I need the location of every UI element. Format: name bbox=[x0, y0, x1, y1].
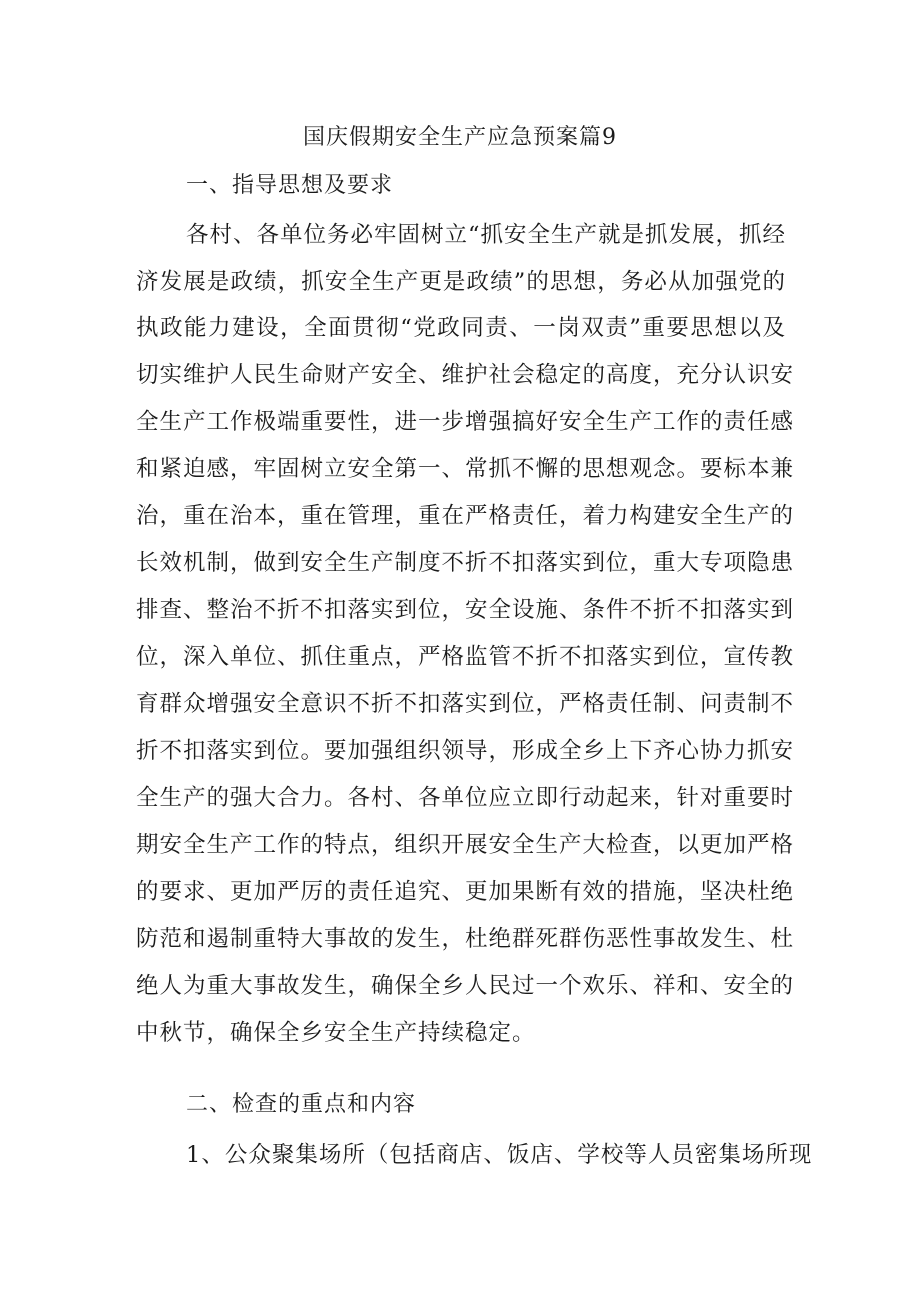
paragraph-line: 济发展是政绩，抓安全生产更是政绩”的思想，务必从加强党的 bbox=[136, 269, 786, 295]
paragraph-line: 的要求、更加严厉的责任追究、更加果断有效的措施，坚决杜绝 bbox=[136, 879, 795, 905]
paragraph-line: 切实维护人民生命财产安全、维护社会稳定的高度，充分认识安 bbox=[136, 362, 795, 388]
section-heading-2: 二、检查的重点和内容 bbox=[186, 1092, 417, 1117]
paragraph-line: 期安全生产工作的特点，组织开展安全生产大检查，以更加严格 bbox=[136, 832, 795, 858]
paragraph-line: 各村、各单位务必牢固树立“抓安全生产就是抓发展，抓经 bbox=[186, 222, 787, 248]
paragraph-line: 长效机制，做到安全生产制度不折不扣落实到位，重大专项隐患 bbox=[136, 550, 795, 576]
paragraph-line: 位，深入单位、抓住重点，严格监管不折不扣落实到位，宣传教 bbox=[136, 644, 795, 670]
paragraph-line: 全生产工作极端重要性，进一步增强搞好安全生产工作的责任感 bbox=[136, 409, 795, 435]
paragraph-line: 1、公众聚集场所（包括商店、饭店、学校等人员密集场所现 bbox=[186, 1142, 813, 1168]
paragraph-line: 治，重在治本，重在管理，重在严格责任，着力构建安全生产的 bbox=[136, 503, 795, 529]
paragraph-line: 全生产的强大合力。各村、各单位应立即行动起来，针对重要时 bbox=[136, 785, 795, 811]
paragraph-line: 排查、整治不折不扣落实到位，安全设施、条件不折不扣落实到 bbox=[136, 597, 795, 623]
paragraph-line: 和紧迫感，牢固树立安全第一、常抓不懈的思想观念。要标本兼 bbox=[136, 456, 795, 482]
paragraph-line: 育群众增强安全意识不折不扣落实到位，严格责任制、问责制不 bbox=[136, 691, 795, 717]
paragraph-line: 折不扣落实到位。要加强组织领导，形成全乡上下齐心协力抓安 bbox=[136, 738, 795, 764]
document-title: 国庆假期安全生产应急预案篇9 bbox=[303, 125, 617, 150]
paragraph-line: 执政能力建设，全面贯彻“党政同责、一岗双责”重要思想以及 bbox=[136, 315, 786, 341]
paragraph-line: 中秋节，确保全乡安全生产持续稳定。 bbox=[136, 1020, 536, 1046]
section-heading-1: 一、指导思想及要求 bbox=[186, 173, 394, 198]
paragraph-line: 绝人为重大事故发生，确保全乡人民过一个欢乐、祥和、安全的 bbox=[136, 973, 795, 999]
paragraph-line: 防范和遏制重特大事故的发生，杜绝群死群伤恶性事故发生、杜 bbox=[136, 926, 795, 952]
